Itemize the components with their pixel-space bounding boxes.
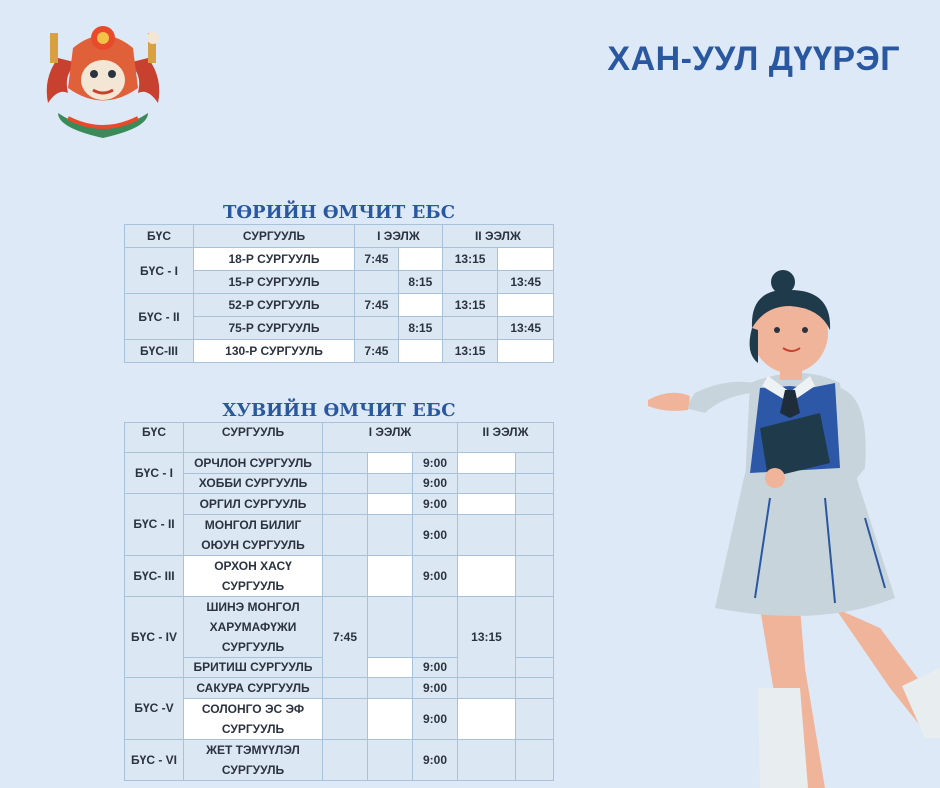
school-cell: МОНГОЛ БИЛИГ ОЮУН СУРГУУЛЬ: [184, 514, 323, 555]
state-schools-table: [124, 224, 554, 363]
time-cell: 13:45: [498, 317, 554, 340]
time-cell: 9:00: [413, 514, 458, 555]
time-cell: 13:15: [442, 294, 498, 317]
time-cell: 9:00: [413, 494, 458, 515]
zone-cell: БҮС - IV: [125, 596, 184, 678]
col-zone: БҮС: [125, 225, 194, 248]
private-section-title: ХУВИЙН ӨМЧИТ ЕБС: [222, 400, 456, 421]
private-schools-table: [124, 422, 554, 781]
school-cell: ХОББИ СУРГУУЛЬ: [184, 473, 323, 494]
time-cell: [355, 271, 399, 294]
time-cell: 9:00: [413, 739, 458, 780]
zone-cell: БҮС - I: [125, 248, 194, 294]
time-cell: 9:00: [413, 473, 458, 494]
time-cell: 9:00: [413, 698, 458, 739]
zone-cell: БҮС- III: [125, 555, 184, 596]
page-title: ХАН-УУЛ ДҮҮРЭГ: [607, 40, 900, 78]
col-shift-2: II ЭЭЛЖ: [442, 225, 553, 248]
col-shift-2: II ЭЭЛЖ: [458, 423, 554, 453]
time-cell: 7:45: [323, 596, 368, 678]
zone-cell: БҮС - I: [125, 453, 184, 494]
time-cell: 8:15: [398, 317, 442, 340]
emblem-icon: [38, 18, 168, 153]
school-cell: ОРХОН ХАСҮ СУРГУУЛЬ: [184, 555, 323, 596]
school-cell: 130-Р СУРГУУЛЬ: [194, 340, 355, 363]
time-cell: 13:15: [442, 248, 498, 271]
col-zone: БҮС: [125, 423, 184, 453]
time-cell: 9:00: [413, 657, 458, 678]
zone-cell: БҮС - II: [125, 494, 184, 556]
time-cell: 9:00: [413, 678, 458, 699]
time-cell: [398, 294, 442, 317]
teacher-illustration-icon: [640, 268, 940, 788]
time-cell: 7:45: [355, 294, 399, 317]
school-cell: ШИНЭ МОНГОЛ ХАРУМАФҮЖИ СУРГУУЛЬ: [184, 596, 323, 657]
zone-cell: БҮС - VI: [125, 739, 184, 780]
school-cell: САКУРА СУРГУУЛЬ: [184, 678, 323, 699]
time-cell: [442, 271, 498, 294]
time-cell: 9:00: [413, 453, 458, 474]
school-cell: ОРЧЛОН СУРГУУЛЬ: [184, 453, 323, 474]
zone-cell: БҮС -V: [125, 678, 184, 740]
time-cell: [355, 317, 399, 340]
col-school: СУРГУУЛЬ: [184, 423, 323, 453]
school-cell: БРИТИШ СУРГУУЛЬ: [184, 657, 323, 678]
time-cell: [498, 248, 554, 271]
time-cell: 13:15: [442, 340, 498, 363]
zone-cell: БҮС-III: [125, 340, 194, 363]
time-cell: [498, 340, 554, 363]
time-cell: 7:45: [355, 248, 399, 271]
col-shift-1: I ЭЭЛЖ: [323, 423, 458, 453]
school-cell: СОЛОНГО ЭС ЭФ СУРГУУЛЬ: [184, 698, 323, 739]
school-cell: 15-Р СУРГУУЛЬ: [194, 271, 355, 294]
school-cell: 18-Р СУРГУУЛЬ: [194, 248, 355, 271]
time-cell: 8:15: [398, 271, 442, 294]
time-cell: 13:15: [458, 596, 516, 678]
school-cell: 75-Р СУРГУУЛЬ: [194, 317, 355, 340]
school-cell: ЖЕТ ТЭМҮҮЛЭЛ СУРГУУЛЬ: [184, 739, 323, 780]
col-shift-1: I ЭЭЛЖ: [355, 225, 443, 248]
state-section-title: ТӨРИЙН ӨМЧИТ ЕБС: [222, 202, 456, 223]
school-cell: 52-Р СУРГУУЛЬ: [194, 294, 355, 317]
time-cell: [498, 294, 554, 317]
time-cell: 7:45: [355, 340, 399, 363]
time-cell: [398, 340, 442, 363]
time-cell: 9:00: [413, 555, 458, 596]
time-cell: 13:45: [498, 271, 554, 294]
col-school: СУРГУУЛЬ: [194, 225, 355, 248]
zone-cell: БҮС - II: [125, 294, 194, 340]
school-cell: ОРГИЛ СУРГУУЛЬ: [184, 494, 323, 515]
time-cell: [398, 248, 442, 271]
time-cell: [442, 317, 498, 340]
